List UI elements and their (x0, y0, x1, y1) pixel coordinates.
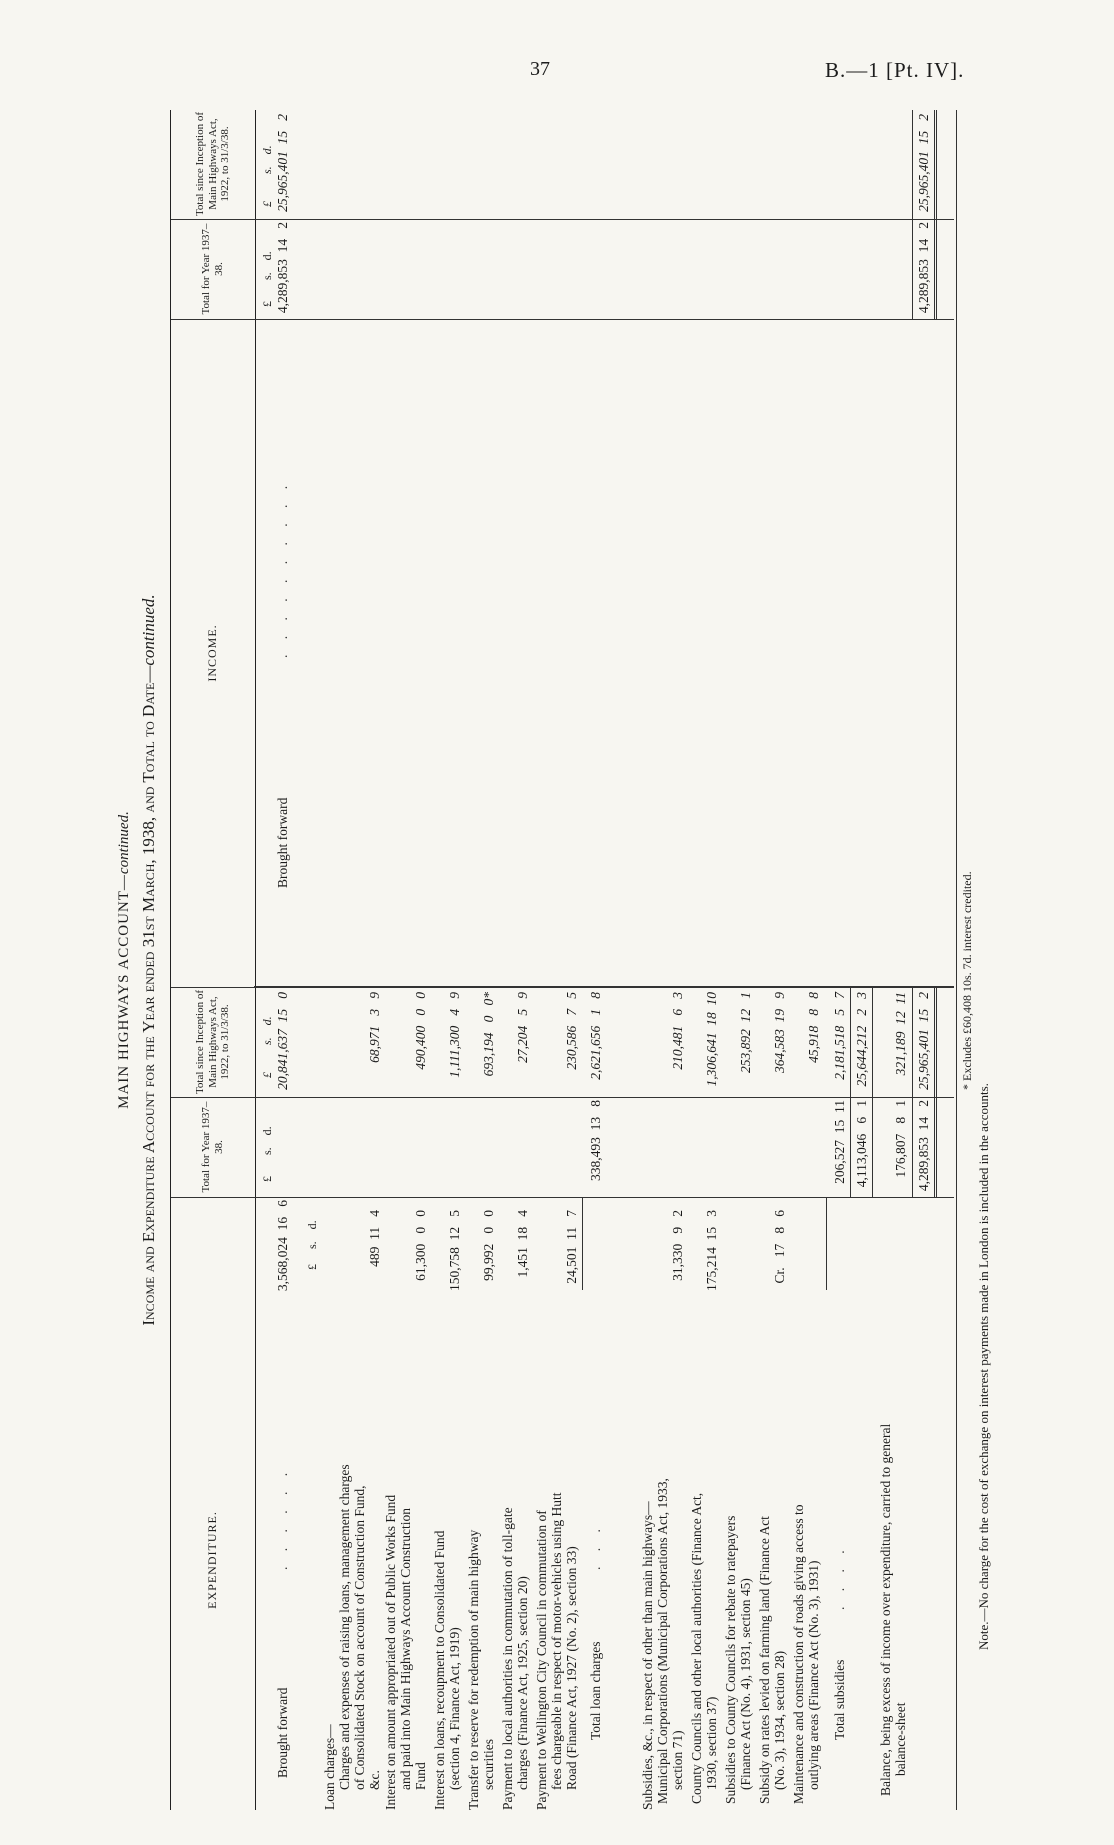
loan-detail: 99,992 0 0 (481, 1210, 496, 1281)
page-number: 37 (530, 58, 550, 80)
total-subsidies-since: 2,181,518 5 7 (832, 992, 847, 1080)
expenditure-bf-year: 3,568,024 16 6 (275, 1200, 290, 1292)
balance-year: 176,807 8 1 (893, 1100, 908, 1178)
loan-since: 230,586 7 5 (564, 992, 579, 1070)
subsidy-item: Municipal Corporations (Municipal Corporations Act, 1933, section 71) 31,330 9 2 210,481 6 3 (655, 992, 685, 1804)
grand-total-since: 25,965,401 15 2 (916, 992, 931, 1090)
rotated-statement: MAIN HIGHWAYS ACCOUNT—continued. Income and Expenditure Account for the Year ended 31st March, 1938, and Total to Date—continued. EXPENDITURE. Total for Year 1937–38. Total since Inception of Main Highways Act, 1922, to 31/3/38. INCOME. Total for Year 1937–38. Total since Inception of Main Highways Act, 1922, to 31/3/38. £ s. d. £ s. d. £ s. d. £ s. d. £ s. d. Brought forward . . . . . . 3,568,024 16 6 20,841,637 15 0 Loan charges— Charges and expenses of raising loans, management charges of Consolidated Stock on account of Construction Fund, &c. 489 11 4 68,971 3 9 Interest on amount appropriated out of Public Works Fund and paid into Main Highways Account Construction Fund 61,300 0 0 490,400 0 0 Interest on loans, recoupment to Consolidated Fund (section 4, Finance Act, 1919) 150,758 12 5 1,111,300 4 9 Transfer to reserve for redemption of main highway securities 99,992 0 0 693,194 0 0* Payment to local authorities in commutation of toll-gate charges (Finance Act, 1925, section 20) 1,451 18 4 27,204 5 9 Payment to Wellington City Council in commutation of fees chargeable in respect of motor-vehicles using Hutt Road (Finance Act, 1927 (No. 2), section 33) 24,501 11 7 230,586 7 5 Total loan charges . . . 338,493 13 8 2,621,656 1 8 Subsidies, &c., in respect of other than main highways— Municipal Corporations (Municipal Corporations Act, 1933, section 71) 31,330 9 2 210,481 6 3 County Councils and other local authorities (Finance Act, 1930, section 37) 175,214 15 3 1,306,641 18 10 Subsidies to County Councils for rebate to ratepayers (Finance Act (No. 4), 1931, section 45) 253,892 12 1 Subsidy on rates levied on farming land (Finance Act (No. 3), 1934, section 28) Cr. 17 8 6 364,583 19 9 Maintenance and construction of roads giving access to outlying areas (Finance Act (No. 3), 1931) 45,918 8 8 Total subsidies . . . . 206,527 15 11 2,181,518 5 7 4,113,046 6 1 25,644,212 2 3 Balance, being excess of income over expenditure, carried to general balance-sheet 176,807 8 1 321,189 12 11 4,289,853 14 2 25,965,401 15 2 Brought forward . . . . . . . . . . 4,289,853 14 2 25,965,401 15 2 4,289,853 14 2 25,965,401 15 2 * Excludes £60,408 10s. 7d. interest credited. Note.—No charge for the cost of exchange on interest payments made in London is included in the accounts. (110, 110, 980, 1810)
footnote-asterisk: * Excludes £60,408 10s. 7d. interest credited. (960, 871, 974, 1090)
subtotal-rule (582, 1198, 583, 1290)
loan-item: Transfer to reserve for redemption of main highway securities 99,992 0 0 693,194 0 0* (466, 992, 496, 1810)
subsidy-since: 364,583 19 9 (772, 992, 787, 1073)
loan-since: 68,971 3 9 (367, 992, 382, 1063)
total-rule (912, 110, 913, 320)
subtotal-rule (826, 1198, 827, 1290)
account-subtitle: Income and Expenditure Account for the Year ended 31st March, 1938, and Total to Date—continued. (139, 594, 158, 1326)
total-rule (912, 988, 913, 1198)
loan-since: 693,194 0 0* (481, 992, 496, 1077)
total-subsidies-year: 206,527 15 11 (832, 1100, 847, 1184)
income-total-year: 4,289,853 14 2 (916, 222, 931, 314)
subsidy-item: Subsidy on rates levied on farming land (Finance Act (No. 3), 1934, section 28) Cr. 17 8 6 364,583 19 9 (757, 992, 787, 1804)
column-line (254, 219, 954, 220)
subsidy-detail: 175,214 15 3 (704, 1210, 719, 1291)
header-income: INCOME. (171, 319, 255, 988)
titles (110, 110, 159, 1810)
balance-row: Balance, being excess of income over expenditure, carried to general balance-sheet 176,807 8 1 321,189 12 11 (878, 992, 908, 1796)
subsidy-since: 210,481 6 3 (670, 992, 685, 1070)
subsidy-detail: Cr. 17 8 6 (772, 1210, 787, 1284)
expenditure-bf-since: 20,841,637 15 0 (275, 992, 290, 1090)
total-double-rule (934, 110, 937, 320)
header-total-since: Total since Inception of Main Highways Act, 1922, to 31/3/38. (171, 987, 255, 1098)
subtotal-year: 4,113,046 6 1 (854, 1100, 869, 1188)
loan-since: 1,111,300 4 9 (447, 992, 462, 1078)
units-detail: £ s. d. (305, 1220, 319, 1270)
subtotal-since: 25,644,212 2 3 (854, 992, 869, 1087)
income-bf-since: 25,965,401 15 2 (275, 114, 290, 212)
loan-item: Interest on loans, recoupment to Consolidated Fund (section 4, Finance Act, 1919) 150,758 12 5 1,111,300 4 9 (432, 992, 462, 1810)
loan-item: Payment to Wellington City Council in commutation of fees chargeable in respect of motor-vehicles using Hutt Road (Finance Act, 1927 (No. 2), section 33) 24,501 11 7 230,586 7 5 (534, 992, 579, 1810)
total-loan-since: 2,621,656 1 8 (588, 992, 603, 1080)
loan-item: Charges and expenses of raising loans, management charges of Consolidated Stock on account of Construction Fund, &c. 489 11 4 68,971 3 9 (337, 992, 382, 1790)
subtotal-rule (872, 988, 873, 1198)
loan-detail: 24,501 11 7 (564, 1210, 579, 1284)
footnote-note: Note.—No charge for the cost of exchange on interest payments made in London is included in the accounts. (976, 1083, 991, 1650)
loan-item: Payment to local authorities in commutation of toll-gate charges (Finance Act, 1925, section 20) 1,451 18 4 27,204 5 9 (500, 992, 530, 1810)
loan-detail: 489 11 4 (367, 1210, 382, 1267)
loan-detail: 61,300 0 0 (413, 1210, 428, 1281)
loan-detail: 150,758 12 5 (447, 1210, 462, 1291)
account-title: MAIN HIGHWAYS ACCOUNT—continued. (116, 811, 132, 1109)
subsidy-item: County Councils and other local authorities (Finance Act, 1930, section 37) 175,214 15 3 1,306,641 18 10 (689, 992, 719, 1804)
subsidy-detail: 31,330 9 2 (670, 1210, 685, 1281)
table-bottom-rule (956, 110, 957, 1810)
units-since-income: £ s. d. (260, 145, 274, 207)
grand-total-year: 4,289,853 14 2 (916, 1100, 931, 1192)
document-reference: B.—1 [Pt. IV]. (825, 58, 965, 82)
income-total-since: 25,965,401 15 2 (916, 114, 931, 212)
subtotal-rule (850, 988, 851, 1198)
subsidy-since: 253,892 12 1 (738, 992, 753, 1073)
total-loan-year: 338,493 13 8 (588, 1100, 603, 1181)
loan-detail: 1,451 18 4 (515, 1210, 530, 1278)
units-year-income: £ s. d. (260, 251, 274, 307)
header-total-year: Total for Year 1937–38. (171, 1097, 255, 1198)
header-total-year-income: Total for Year 1937–38. (171, 219, 255, 320)
units-since: £ s. d. (260, 1016, 274, 1078)
subsidy-item: Subsidies to County Councils for rebate to ratepayers (Finance Act (No. 4), 1931, section 45) 253,892 12 1 (723, 992, 753, 1804)
units-year: £ s. d. (260, 1126, 274, 1182)
loan-since: 27,204 5 9 (515, 992, 530, 1063)
header-detail (171, 1230, 255, 1310)
income-bf-year: 4,289,853 14 2 (275, 222, 290, 314)
header-total-since-income: Total since Inception of Main Highways Act, 1922, to 31/3/38. (171, 109, 255, 220)
column-line (254, 319, 954, 320)
balance-since: 321,189 12 11 (893, 992, 908, 1076)
table-header (170, 110, 256, 1810)
subsidy-since: 45,918 8 8 (806, 992, 821, 1063)
header-expenditure: EXPENDITURE. (205, 1511, 220, 1609)
subsidy-since: 1,306,641 18 10 (704, 992, 719, 1087)
loan-item: Interest on amount appropriated out of Public Works Fund and paid into Main Highways Account Construction Fund 61,300 0 0 490,400 0 0 (383, 992, 428, 1810)
total-double-rule (934, 988, 937, 1198)
subsidy-item: Maintenance and construction of roads giving access to outlying areas (Finance Act (No. 3), 1931) 45,918 8 8 (791, 992, 821, 1804)
page-header (0, 52, 1114, 92)
loan-since: 490,400 0 0 (413, 992, 428, 1070)
